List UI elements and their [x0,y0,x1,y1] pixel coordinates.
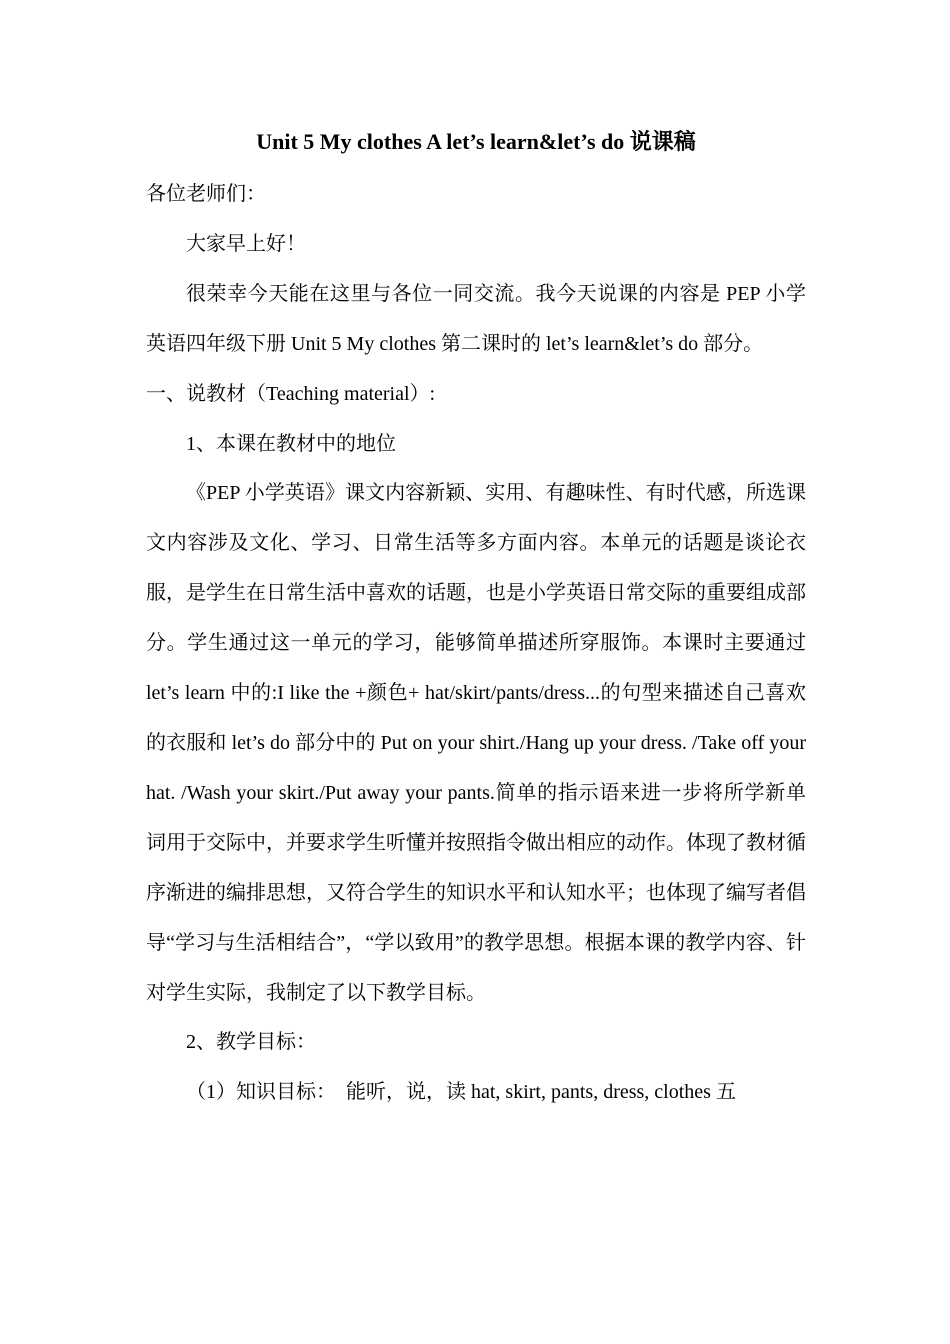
subheading-teaching-goals: 2、教学目标： [186,1031,316,1054]
intro-paragraph: 很荣幸今天能在这里与各位一同交流。我今天说课的内容是 PEP 小学英语四年级下册 Unit 5 My clothes 第二课时的 let’s learn&let’s do 部分。 [146,282,806,355]
salutation-paragraph: 大家早上好！ [186,232,306,255]
section-heading-teaching-material: 一、说教材（Teaching material）: [146,382,436,405]
greeting-paragraph: 各位老师们： [146,183,266,205]
document-title: Unit 5 My clothes A let’s learn&let’s do 说课稿 [256,129,696,154]
material-paragraph: 《PEP 小学英语》课文内容新颖、实用、有趣味性、有时代感，所选课文内容涉及文化、学习、日常生活等多方面内容。本单元的话题是谈论衣服，是学生在日常生活中喜欢的话题，也是小学英语日常交际的重要组成部分。学生通过这一单元的学习，能够简单描述所穿服饰。本课时主要通过 let’s learn 中的:I like the +颜色+ hat/skirt/pants/dress...的句型来描述自己喜欢的衣服和 let’s do 部分中的 Put on your shirt./Hang up your dress. /Take off your hat. /Wash your skirt./Put away your pants.简单的指示语来进一步将所学新单词用于交际中，并要求学生听懂并按照指令做出相应的动作。体现了教材循序渐进的编排思想，又符合学生的知识水平和认知水平；也体现了编写者倡导“学习与生活相结合”，“学以致用”的教学思想。根据本课的教学内容、针对学生实际，我制定了以下教学目标。 [146,482,806,1004]
knowledge-goal-paragraph: （1）知识目标： 能听，说，读 hat, skirt, pants, dress, clothes 五 [186,1081,736,1104]
document-body [146,120,806,1118]
subheading-position: 1、本课在教材中的地位 [186,432,396,455]
